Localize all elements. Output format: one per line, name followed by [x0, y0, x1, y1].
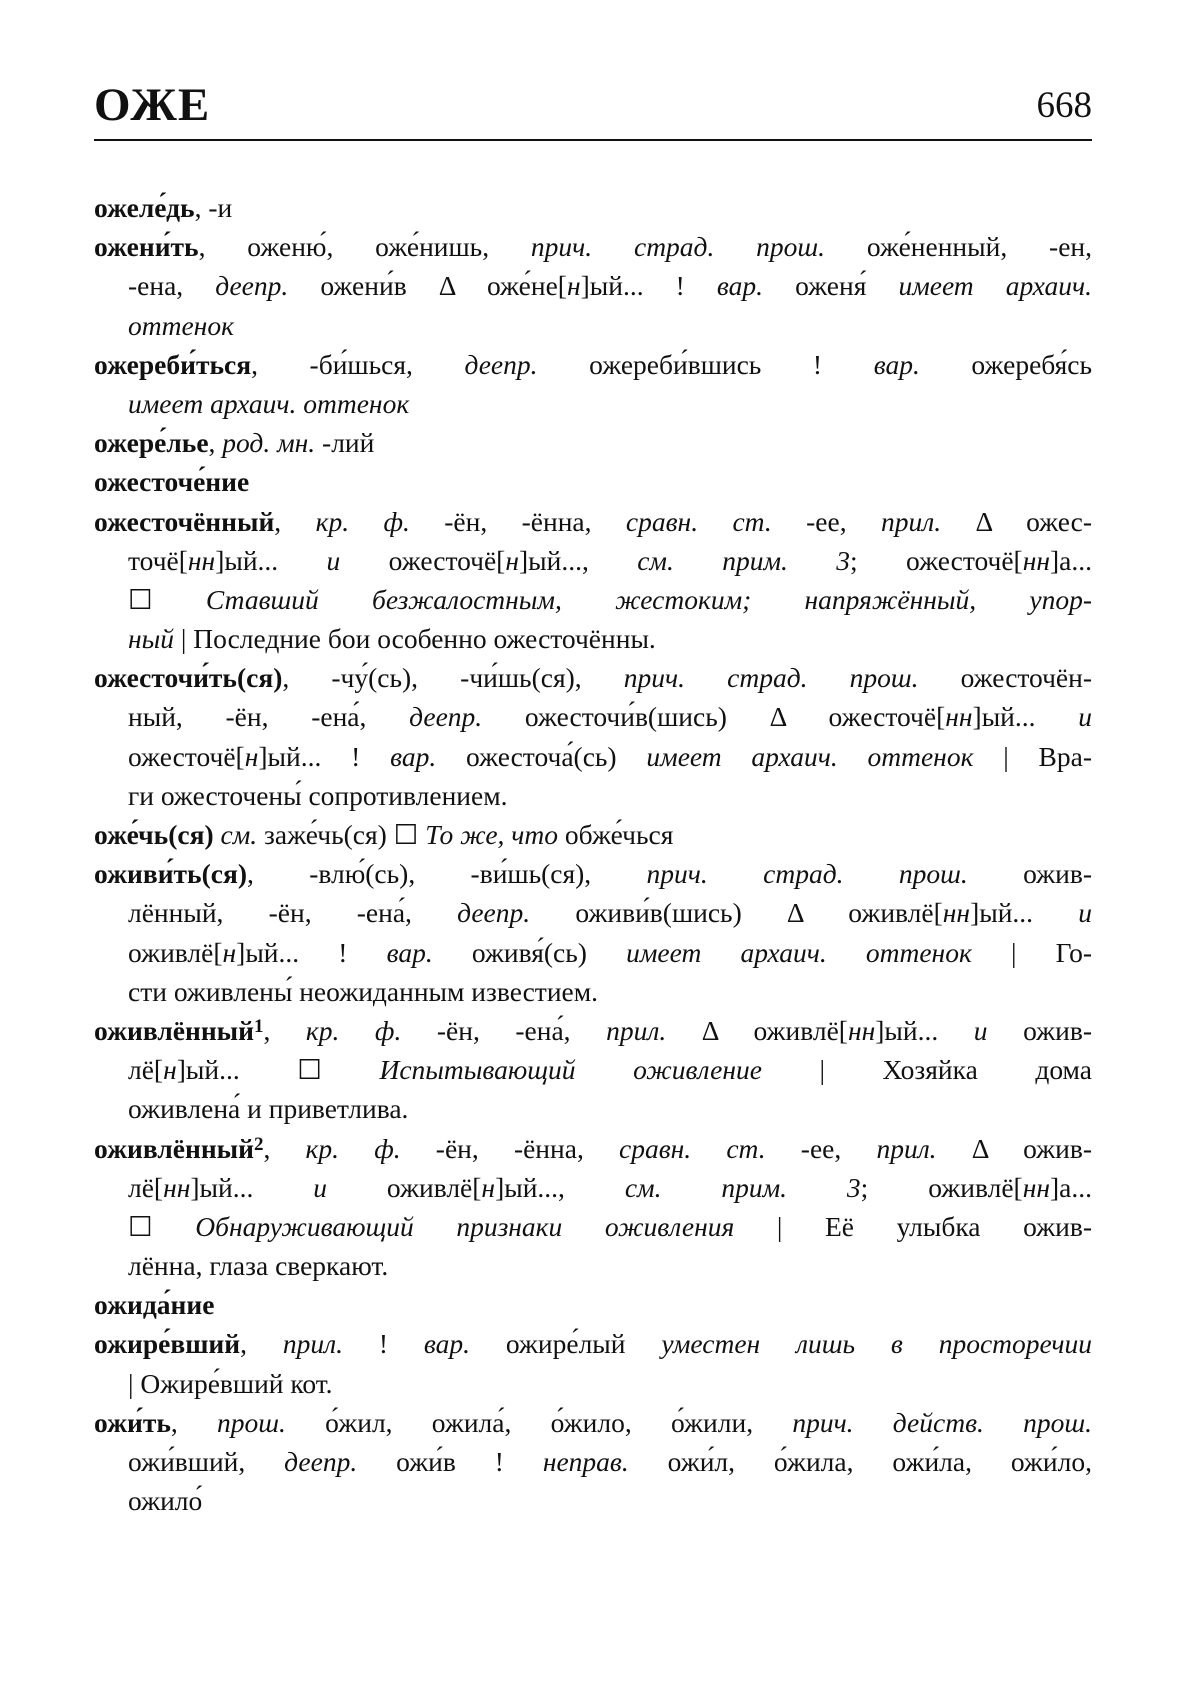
headword: оживлённый	[94, 1132, 254, 1164]
italic-label: нн	[187, 544, 216, 576]
entry-continuation-line	[94, 580, 1092, 619]
entry-text: ]ый...	[190, 1171, 314, 1203]
italic-label: оттенок	[128, 309, 234, 341]
italic-label: н	[163, 1054, 177, 1086]
entry-text: оженя́	[763, 270, 899, 302]
italic-label: нн	[942, 897, 971, 929]
entry-text: ]ый...	[970, 897, 1079, 929]
entry-text: ,	[208, 427, 223, 459]
entry-text: ]ый... !	[236, 936, 387, 968]
italic-label: Испытывающий оживление	[379, 1054, 762, 1086]
italic-label: нн	[1022, 1171, 1050, 1203]
entry-first-line	[94, 502, 1092, 541]
entry-text: ]а...	[1049, 1171, 1092, 1203]
entry-text: Δ ожес-	[941, 505, 1093, 537]
entry-text: ,	[274, 505, 316, 537]
entry-text: лё[	[128, 1171, 164, 1203]
entry-text: ожесточи́в(шись) Δ ожесточё[	[482, 701, 946, 733]
entry-text: обже́чься	[558, 819, 674, 850]
italic-label: прич. страд. прош.	[646, 858, 968, 890]
entry-text: ]ый...,	[519, 544, 638, 576]
dictionary-entry	[94, 345, 1092, 423]
entry-continuation-line	[94, 619, 1092, 658]
entry-continuation-line	[94, 266, 1092, 305]
entry-first-line	[94, 658, 1092, 697]
headword: ожи́ть	[94, 1406, 171, 1438]
page-number: 668	[1036, 85, 1092, 126]
entry-continuation-line	[94, 384, 1092, 423]
entry-text: | Хозяйка дома	[761, 1054, 1092, 1086]
italic-label: нн	[1022, 544, 1051, 576]
italic-label: кр. ф.	[315, 505, 410, 537]
italic-label: прил.	[606, 1014, 667, 1046]
entry-continuation-line	[94, 1246, 1092, 1285]
entry-text: ☐	[128, 1210, 196, 1242]
dictionary-entry	[94, 423, 1092, 462]
italic-label: кр. ф.	[305, 1014, 402, 1046]
italic-label: деепр.	[284, 1446, 358, 1477]
entry-first-line	[94, 188, 1092, 227]
entry-continuation-line	[94, 737, 1092, 776]
italic-label: вар.	[390, 740, 437, 772]
entry-text: о́жил, ожила́, о́жило, о́жили,	[285, 1406, 793, 1438]
italic-label: имеет архаич. оттенок	[128, 387, 410, 419]
entry-first-line	[94, 423, 1092, 462]
headword: ожесточи́ть(ся)	[94, 662, 283, 694]
entry-text: | Ожире́вший кот.	[128, 1367, 333, 1399]
italic-label: вар.	[386, 936, 433, 968]
entry-text: -ён, -ённа,	[409, 505, 626, 537]
entry-text: | Её улыбка ожив-	[734, 1210, 1092, 1242]
italic-label: н	[481, 1171, 496, 1203]
dictionary-entry	[94, 1285, 1092, 1324]
entry-first-line	[94, 815, 1092, 854]
dictionary-entry	[94, 227, 1092, 345]
headword: ожереби́ться	[94, 348, 252, 380]
entry-text: точё[	[128, 544, 188, 576]
italic-label: прил.	[282, 1328, 343, 1360]
entry-text: ожив-	[967, 858, 1092, 890]
italic-label: деепр.	[457, 897, 531, 929]
entry-text: , -и	[194, 192, 233, 223]
italic-label: прич. действ. прош.	[792, 1406, 1092, 1438]
entry-text: ☐	[128, 583, 206, 615]
entry-continuation-line	[94, 1050, 1092, 1089]
italic-label: нн	[847, 1014, 876, 1046]
headword: ожесточе́ние	[94, 466, 250, 498]
entry-text: | Вра-	[973, 740, 1092, 772]
entry-first-line	[94, 345, 1092, 384]
entry-text: ]а...	[1050, 544, 1093, 576]
entry-text: ,	[170, 1406, 218, 1438]
italic-label: уместен лишь в просторечии	[661, 1328, 1092, 1360]
dictionary-entry	[94, 502, 1092, 659]
italic-label: неправ.	[542, 1446, 629, 1477]
entry-continuation-line	[94, 697, 1092, 736]
entry-text: ; оживлё[	[860, 1171, 1023, 1203]
entry-text: -ее,	[771, 505, 881, 537]
entry-first-line	[94, 1129, 1092, 1168]
entry-text: ожи́л, о́жила, ожи́ла, ожи́ло,	[628, 1446, 1092, 1477]
dictionary-entry	[94, 1324, 1092, 1402]
entry-continuation-line	[94, 1168, 1092, 1207]
entry-text: , -би́шься,	[251, 348, 465, 380]
entry-text: оживлё[	[128, 936, 223, 968]
headword: оже́чь(ся)	[94, 819, 214, 850]
italic-label: деепр.	[409, 701, 483, 733]
entry-text: ожени́в Δ оже́не[	[288, 270, 567, 302]
entry-text: лённа, глаза сверкают.	[128, 1250, 389, 1282]
italic-label: вар.	[423, 1328, 470, 1360]
entry-continuation-line	[94, 972, 1092, 1011]
italic-label: ный	[128, 623, 175, 655]
italic-label: прил.	[876, 1132, 937, 1164]
italic-label: кр. ф.	[305, 1132, 401, 1164]
entry-text: заже́чь(ся) ☐	[257, 819, 426, 850]
entry-text: ожи́вший,	[128, 1446, 285, 1477]
entry-text: !	[342, 1328, 424, 1360]
italic-label: прич. страд. прош.	[530, 231, 826, 263]
entry-text: оживи́в(шись) Δ оживлё[	[530, 897, 943, 929]
entry-text: ,	[240, 1328, 283, 1360]
italic-label: имеет архаич. оттенок	[646, 740, 974, 772]
entry-first-line	[94, 1324, 1092, 1363]
entry-continuation-line	[94, 776, 1092, 815]
entry-text	[214, 819, 221, 850]
italic-label: имеет архаич.	[898, 270, 1093, 302]
dictionary-entry	[94, 188, 1092, 227]
dictionary-entry	[94, 815, 1092, 854]
dictionary-entry	[94, 1011, 1092, 1129]
entry-text: ; ожесточё[	[850, 544, 1023, 576]
entry-text: , оженю́, оже́нишь,	[198, 231, 531, 263]
italic-label: сравн. ст.	[619, 1132, 766, 1164]
entry-continuation-line	[94, 1089, 1092, 1128]
entry-text: лённый, -ён, -ена́,	[128, 897, 458, 929]
italic-label: прил.	[881, 505, 942, 537]
italic-label: и	[326, 544, 341, 576]
entry-text: ,	[263, 1014, 306, 1046]
entry-text: ]ый... !	[580, 270, 717, 302]
entry-first-line	[94, 462, 1092, 501]
italic-label: и	[973, 1014, 988, 1046]
italic-label: Обнаруживающий признаки оживления	[195, 1210, 735, 1242]
entry-continuation-line	[94, 1207, 1092, 1246]
italic-label: н	[505, 544, 519, 576]
entry-first-line	[94, 227, 1092, 266]
entry-text: оживлё[	[327, 1171, 482, 1203]
dictionary-entries	[94, 188, 1092, 1520]
entry-text: ]ый... !	[258, 740, 391, 772]
entry-continuation-line	[94, 893, 1092, 932]
entry-text: Δ оживлё[	[666, 1014, 848, 1046]
entry-continuation-line	[94, 541, 1092, 580]
entry-text: | Го-	[971, 936, 1092, 968]
entry-text: Δ ожив-	[936, 1132, 1093, 1164]
italic-label: вар.	[716, 270, 764, 302]
headword: ожени́ть	[94, 231, 199, 263]
entry-text: сти оживлены́ неожиданным известием.	[128, 975, 599, 1007]
entry-text: ожереби́вшись !	[537, 348, 874, 380]
entry-text: оживлена́ и приветлива.	[128, 1093, 409, 1125]
italic-label: вар.	[873, 348, 920, 380]
entry-first-line	[94, 1285, 1092, 1324]
entry-continuation-line	[94, 1442, 1092, 1481]
entry-text: ,	[263, 1132, 306, 1164]
entry-text: ]ый...	[875, 1014, 974, 1046]
italic-label: То же, что	[425, 819, 559, 850]
italic-label: н	[222, 936, 237, 968]
running-headword: ОЖЕ	[94, 79, 211, 131]
italic-label: нн	[945, 701, 973, 733]
entry-text: ги ожесточены́ сопротивлением.	[128, 779, 508, 811]
entry-text: ]ый...,	[495, 1171, 625, 1203]
entry-text: ]ый...	[215, 544, 327, 576]
italic-label: и	[1078, 897, 1092, 929]
headword: ожеле́дь	[94, 192, 195, 223]
dictionary-entry	[94, 1403, 1092, 1521]
header-rule	[94, 139, 1092, 141]
entry-text: оже́ненный, -ен,	[825, 231, 1092, 263]
entry-continuation-line	[94, 933, 1092, 972]
entry-text: ожесточё[	[340, 544, 506, 576]
italic-label: см.	[220, 819, 258, 850]
entry-text: ожи́в !	[357, 1446, 543, 1477]
entry-text: -ее,	[765, 1132, 877, 1164]
entry-text: , -влю́(сь), -ви́шь(ся),	[247, 858, 647, 890]
entry-text: ный, -ён, -ена́,	[128, 701, 410, 733]
headword: ожесточённый	[94, 505, 275, 537]
entry-text: ожеребя́сь	[919, 348, 1092, 380]
dictionary-entry	[94, 1129, 1092, 1286]
italic-label: нн	[163, 1171, 191, 1203]
dictionary-entry	[94, 658, 1092, 815]
italic-label: н	[566, 270, 581, 302]
italic-label: имеет архаич. оттенок	[626, 936, 972, 968]
entry-text: лё[	[128, 1054, 164, 1086]
headword: оживи́ть(ся)	[94, 858, 247, 890]
entry-first-line	[94, 1011, 1092, 1050]
entry-text: ожире́лый	[469, 1328, 662, 1360]
entry-first-line	[94, 1403, 1092, 1442]
headword: оживлённый	[94, 1014, 254, 1046]
italic-label: деепр.	[215, 270, 289, 302]
entry-continuation-line	[94, 1364, 1092, 1403]
entry-text: ожесточён-	[918, 662, 1093, 694]
homonym-index: 1	[253, 1015, 264, 1037]
entry-continuation-line	[94, 1481, 1092, 1520]
entry-text: , -чу́(сь), -чи́шь(ся),	[282, 662, 624, 694]
italic-label: и	[1078, 701, 1092, 733]
headword: ожида́ние	[94, 1289, 215, 1321]
dictionary-entry	[94, 854, 1092, 1011]
italic-label: и	[313, 1171, 328, 1203]
entry-text: ]ый... ☐	[176, 1054, 380, 1086]
entry-text: ожило́	[128, 1485, 203, 1517]
entry-first-line	[94, 854, 1092, 893]
italic-label: см. прим. 3	[624, 1171, 861, 1203]
italic-label: н	[244, 740, 259, 772]
italic-label: Ставший безжалостным, жестоким; напряжённый, упор-	[205, 583, 1092, 615]
entry-continuation-line	[94, 306, 1092, 345]
italic-label: прич. страд. прош.	[623, 662, 919, 694]
italic-label: сравн. ст.	[625, 505, 772, 537]
entry-text: -ён, -ённа,	[400, 1132, 619, 1164]
running-header	[94, 78, 1092, 138]
headword: ожире́вший	[94, 1328, 241, 1360]
headword: ожере́лье	[94, 427, 209, 459]
dictionary-entry	[94, 462, 1092, 501]
entry-text: ожив-	[987, 1014, 1093, 1046]
entry-text: | Последние бои особенно ожесточённы.	[174, 623, 656, 655]
italic-label: см. прим. 3	[637, 544, 851, 576]
entry-text: оживя́(сь)	[432, 936, 627, 968]
entry-text: -ён, -ена́,	[401, 1014, 607, 1046]
entry-text: -лий	[315, 427, 375, 459]
entry-text: ожесточа́(сь)	[436, 740, 647, 772]
italic-label: род. мн.	[222, 427, 316, 459]
entry-text: ожесточё[	[128, 740, 245, 772]
entry-text: ]ый...	[972, 701, 1079, 733]
italic-label: деепр.	[464, 348, 538, 380]
entry-text: -ена,	[128, 270, 216, 302]
italic-label: прош.	[217, 1406, 286, 1438]
homonym-index: 2	[253, 1133, 264, 1155]
